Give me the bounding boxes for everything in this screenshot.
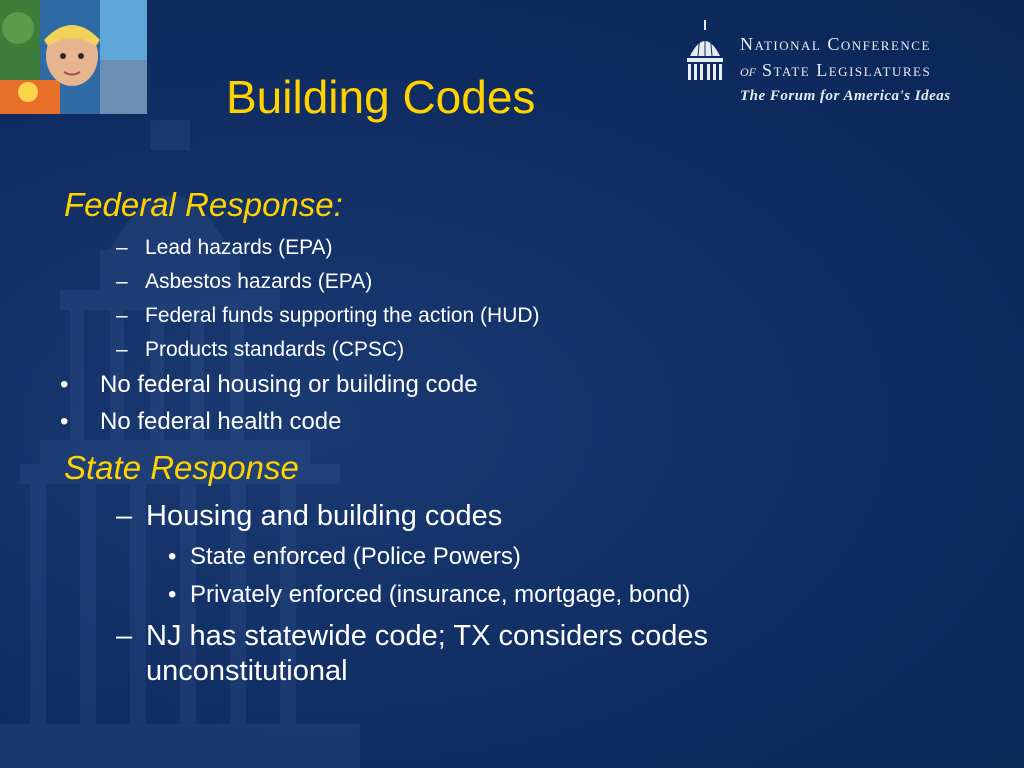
dash-marker: –	[116, 620, 133, 652]
list-item-text: Federal funds supporting the action (HUD)	[145, 304, 540, 327]
list-item-text-continued: unconstitutional	[146, 655, 348, 687]
bullet-marker: •	[168, 543, 177, 570]
dash-marker: –	[116, 270, 128, 293]
section-heading-federal: Federal Response:	[64, 186, 343, 223]
sub-bullet-text: Privately enforced (insurance, mortgage, bond)	[190, 581, 691, 608]
sub-bullet-text: State enforced (Police Powers)	[190, 543, 521, 570]
bullet-marker: •	[168, 581, 177, 608]
list-item-text: Housing and building codes	[146, 500, 503, 532]
bullet-item-text: No federal health code	[100, 408, 342, 435]
bullet-item-text: No federal housing or building code	[100, 371, 478, 398]
list-item-text: Lead hazards (EPA)	[145, 236, 333, 259]
logo-tagline: The Forum for America's Ideas	[740, 88, 951, 104]
bullet-marker: •	[60, 371, 69, 398]
logo-line-2-text: State Legislatures	[762, 60, 932, 80]
bullet-marker: •	[60, 408, 69, 435]
slide-title: Building Codes	[226, 71, 536, 123]
list-item-text: NJ has statewide code; TX considers codes	[146, 620, 709, 652]
logo-line-2-prefix: of	[740, 61, 756, 80]
dash-marker: –	[116, 236, 128, 259]
section-heading-state: State Response	[64, 449, 299, 486]
dash-marker: –	[116, 338, 128, 361]
list-item-text: Products standards (CPSC)	[145, 338, 405, 361]
list-item-text: Asbestos hazards (EPA)	[145, 270, 373, 293]
dash-marker: –	[116, 500, 133, 532]
dash-marker: –	[116, 304, 128, 327]
logo-line-1: National Conference	[740, 34, 931, 54]
